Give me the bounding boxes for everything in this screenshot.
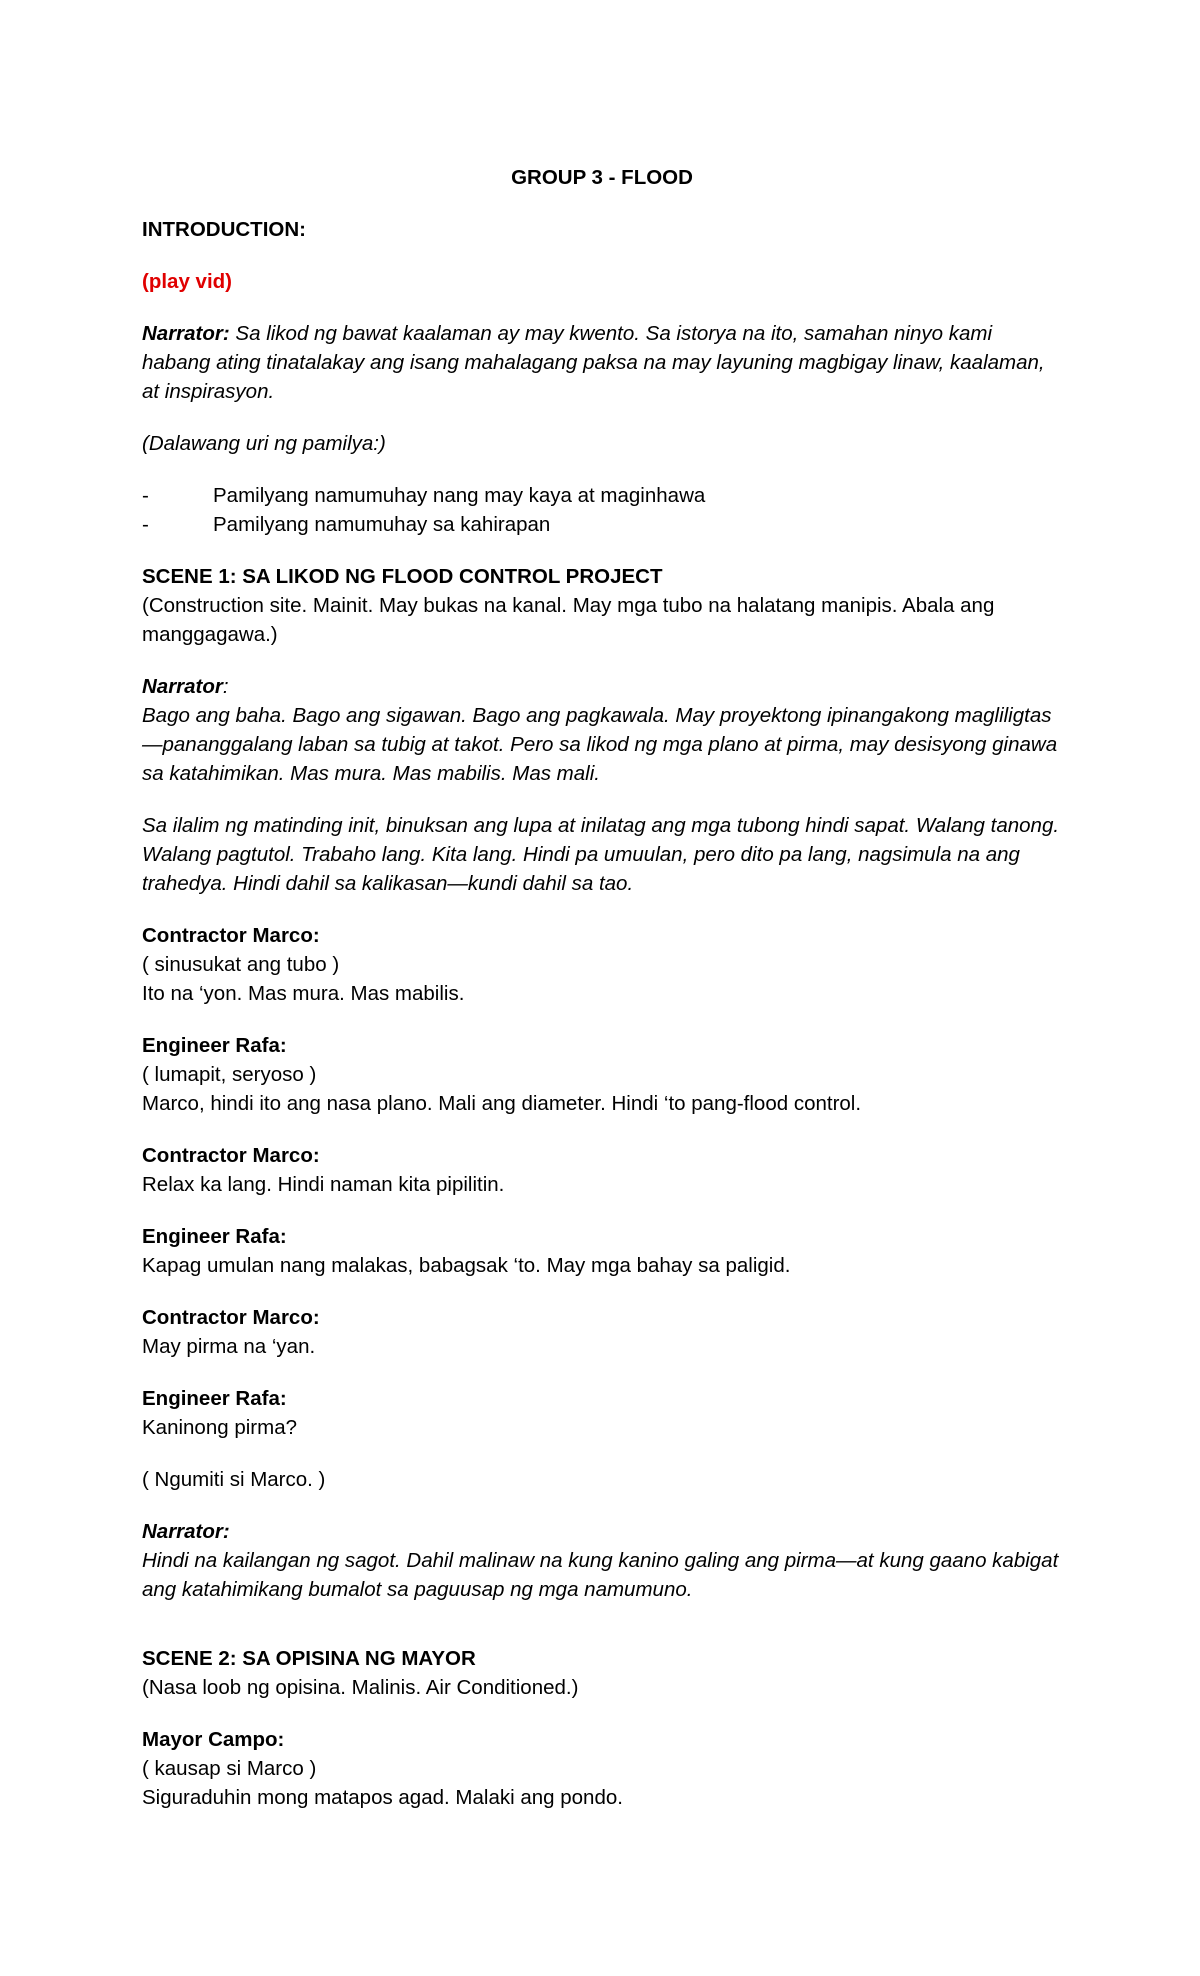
dialogue-block: [142, 921, 1062, 1008]
narrator-paragraph: Sa ilalim ng matinding init, binuksan ang lupa at inilatag ang mga tubong hindi sapat. Walang tanong. Walang pagtutol. Trabaho lang. Kita lang. Hindi pa umuulan, pero dito pa lang, nagsimula na ang trahedya. Hindi dahil sa kalikasan—kundi dahil sa tao.: [142, 814, 1060, 895]
document-body: [142, 163, 1062, 1835]
speaker-name: Engineer Rafa:: [142, 1034, 287, 1057]
intro-narration: [142, 319, 1062, 406]
dash-bullet: -: [142, 513, 149, 536]
scene1-narration: [142, 672, 1062, 788]
dialogue-line: Siguraduhin mong matapos agad. Malaki ang pondo.: [142, 1786, 623, 1809]
dialogue-line: Kaninong pirma?: [142, 1416, 297, 1439]
dialogue-line: Kapag umulan nang malakas, babagsak ‘to. May mga bahay sa paligid.: [142, 1254, 791, 1277]
scene2-header: [142, 1644, 1062, 1702]
dialogue-line: Marco, hindi ito ang nasa plano. Mali ang diameter. Hindi ‘to pang-flood control.: [142, 1092, 862, 1115]
stage-direction: ( sinusukat ang tubo ): [142, 953, 340, 976]
narrator-label: Narrator:: [142, 322, 230, 345]
dialogue-line: May pirma na ‘yan.: [142, 1335, 316, 1358]
scene1-heading: SCENE 1: SA LIKOD NG FLOOD CONTROL PROJECT: [142, 565, 663, 588]
narrator-label: Narrator:: [142, 1520, 230, 1543]
list-item: [142, 481, 1062, 510]
dialogue-block: [142, 1031, 1062, 1118]
narrator-text: Hindi na kailangan ng sagot. Dahil malinaw na kung kanino galing ang pirma—at kung gaano kabigat ang katahimikang bumalot sa paguusap ng mga namumuno.: [142, 1549, 1059, 1601]
speaker-name: Engineer Rafa:: [142, 1387, 287, 1410]
families-note: (Dalawang uri ng pamilya:): [142, 432, 386, 455]
speaker-name: Engineer Rafa:: [142, 1225, 287, 1248]
narrator-label: Narrator: [142, 675, 223, 698]
dialogue-line: Relax ka lang. Hindi naman kita pipilitin.: [142, 1173, 505, 1196]
dialogue-line: Ito na ‘yon. Mas mura. Mas mabilis.: [142, 982, 465, 1005]
scene2-heading: SCENE 2: SA OPISINA NG MAYOR: [142, 1647, 476, 1670]
play-vid-note: (play vid): [142, 270, 232, 293]
stage-direction: ( kausap si Marco ): [142, 1757, 317, 1780]
scene2-setting: (Nasa loob ng opisina. Malinis. Air Conditioned.): [142, 1676, 579, 1699]
dialogue-block: [142, 1141, 1062, 1199]
list-item-text: Pamilyang namumuhay sa kahirapan: [213, 513, 551, 536]
list-item-text: Pamilyang namumuhay nang may kaya at maginhawa: [213, 484, 706, 507]
families-list: [142, 481, 1062, 539]
narrator-colon: :: [222, 675, 229, 698]
dialogue-block: [142, 1222, 1062, 1280]
intro-heading: INTRODUCTION:: [142, 218, 306, 241]
speaker-name: Contractor Marco:: [142, 1144, 320, 1167]
closing-narration: [142, 1517, 1062, 1604]
speaker-name: Mayor Campo:: [142, 1728, 285, 1751]
dash-bullet: -: [142, 484, 149, 507]
scene1-setting: (Construction site. Mainit. May bukas na kanal. May mga tubo na halatang manipis. Abala ang manggagawa.): [142, 594, 995, 646]
dialogue-block: [142, 1725, 1062, 1812]
speaker-name: Contractor Marco:: [142, 924, 320, 947]
dialogue-block: [142, 1303, 1062, 1361]
scene1-header: [142, 562, 1062, 649]
stage-direction: ( lumapit, seryoso ): [142, 1063, 317, 1086]
narrator-text: Sa likod ng bawat kaalaman ay may kwento. Sa istorya na ito, samahan ninyo kami habang ating tinatalakay ang isang mahalagang paksa na may layuning magbigay linaw, kaalaman, at inspirasyon.: [142, 322, 1045, 403]
narrator-paragraph: Bago ang baha. Bago ang sigawan. Bago ang pagkawala. May proyektong ipinangakong magliligtas—pananggalang laban sa tubig at takot. Pero sa likod ng mga plano at pirma, may desisyong ginawa sa katahimikan. Mas mura. Mas mabilis. Mas mali.: [142, 704, 1058, 785]
document-title: GROUP 3 - FLOOD: [511, 166, 693, 189]
list-item: [142, 510, 1062, 539]
stage-direction: ( Ngumiti si Marco. ): [142, 1468, 326, 1491]
dialogue-block: [142, 1384, 1062, 1442]
speaker-name: Contractor Marco:: [142, 1306, 320, 1329]
